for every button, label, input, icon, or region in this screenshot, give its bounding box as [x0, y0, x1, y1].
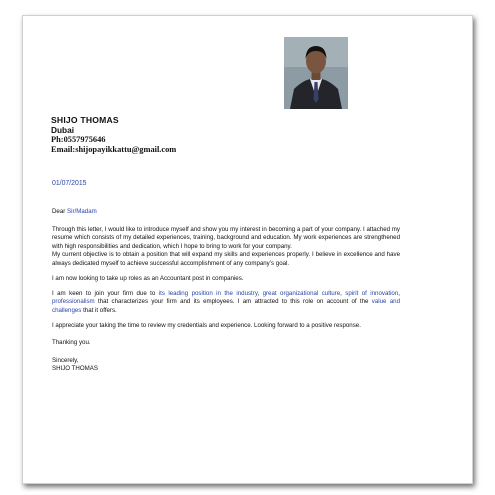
paragraph-role: I am now looking to take up roles as an Accountant post in companies. — [52, 274, 244, 282]
applicant-name: SHIJO THOMAS — [51, 115, 119, 125]
motivation-sep-3: , — [398, 289, 400, 297]
motivation-highlight-1: its leading position in the industry — [158, 289, 258, 297]
salutation-recipient: Sir/Madam — [67, 208, 97, 215]
paragraph-introduction: Through this letter, I would like to introduce myself and show you my interest in becoming a part of your company. I attached my resume which consists of my detailed experiences, training, background and education. My work experiences are strengthened with high responsibilities and dedication, which I hope to bring to work for your company. — [52, 225, 400, 250]
paragraph-objective: My current objective is to obtain a position that will expand my skills and experiences properly. I believe in excellence and have always dedicated myself to achieve successful accomplishment of any company’s goal. — [52, 251, 400, 267]
closing-line: Sincerely, — [52, 356, 79, 364]
applicant-email: Email:shijopayikkattu@gmail.com — [51, 144, 177, 154]
motivation-highlight-3: spirit of innovation — [345, 289, 399, 297]
signature-name: SHIJO THOMAS — [52, 365, 98, 372]
motivation-text-3: that it offers. — [81, 306, 117, 314]
salutation — [52, 208, 400, 217]
motivation-sep-2: , — [340, 289, 346, 297]
motivation-text-1: I am keen to join your firm due to — [52, 289, 159, 297]
paragraph-motivation — [52, 290, 400, 316]
motivation-sep-1: , — [257, 289, 263, 297]
profile-photo — [284, 37, 348, 109]
applicant-city: Dubai — [51, 125, 75, 135]
thanking-line: Thanking you. — [52, 339, 91, 346]
motivation-text-2: that characterizes your firm and its employees. I am attracted to this role on account of the — [94, 298, 372, 305]
salutation-text: Dear — [52, 208, 68, 215]
contact-block — [51, 115, 176, 154]
motivation-highlight-5: value and challenges — [52, 298, 400, 314]
motivation-highlight-2: great organizational culture — [262, 289, 341, 297]
applicant-phone: Ph:0557975646 — [51, 135, 106, 144]
letter-date: 01/07/2015 — [52, 180, 87, 187]
letter-body — [52, 208, 400, 374]
paragraph-appreciation: I appreciate your taking the time to review my credentials and experience. Looking forward to a positive response. — [52, 321, 361, 329]
motivation-highlight-4: professionalism — [52, 298, 95, 305]
